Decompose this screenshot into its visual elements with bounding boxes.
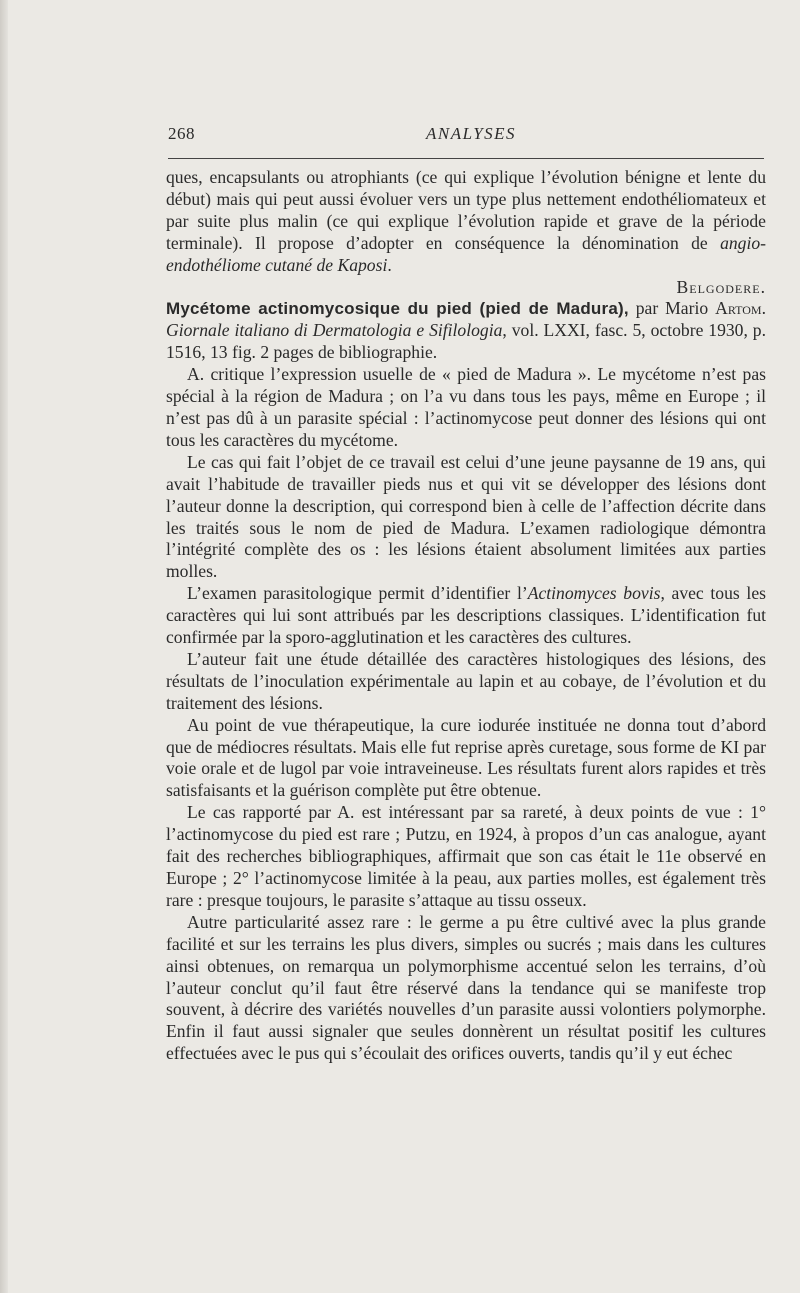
- journal-name: Giornale italiano di Dermatologia e Sifilologia: [166, 320, 503, 341]
- page-number: 268: [168, 124, 195, 143]
- intro-end: .: [387, 254, 392, 275]
- signature-line: [166, 277, 766, 299]
- article-title: Mycétome actinomycosique du pied (pied de Madura),: [166, 299, 629, 319]
- intro-text: ques, encapsulants ou atrophiants (ce qui explique l’évolution bénigne et lente du début) mais qui peut aussi évoluer vers un type plus nettement endothéliomateux et par suite plus malin (ce qui explique l’évolution rapide et grave de la période terminale). Il propose d’adopter en conséquence la dénomination de: [166, 167, 766, 253]
- intro-paragraph: [166, 167, 766, 277]
- page-header: [168, 124, 764, 150]
- p3-end: , avec tous les caractères qui lui sont attribués par les descriptions classiques. L’identification fut confirmée par la sporo-agglutination et les caractères des cultures.: [166, 583, 766, 648]
- article-by: par Mario: [628, 298, 716, 319]
- article-author: Artom: [715, 298, 762, 319]
- header-rule: [168, 158, 764, 159]
- reviewer-signature: Belgodere.: [676, 276, 766, 297]
- book-spine-shadow: [0, 0, 8, 1293]
- paragraph-6: Le cas rapporté par A. est intéressant par sa rareté, à deux points de vue : 1° l’actinomycose du pied est rare ; Putzu, en 1924, à propos d’un cas analogue, ayant fait des recherches bibliographiques, affirmait que son cas était le 11e observé en Europe ; 2° l’actinomycose limitée à la peau, aux parties molles, est également très rare : presque toujours, le parasite s’attaque au tissu osseux.: [166, 802, 766, 910]
- paragraph-3: [166, 583, 766, 649]
- article-citation: , vol. LXXI, fasc. 5, octobre 1930, p. 1516, 13 fig. 2 pages de bibliographie.: [166, 320, 766, 363]
- p3-italic: Actinomyces bovis: [527, 583, 661, 604]
- paragraph-4: L’auteur fait une étude détaillée des caractères histologiques des lésions, des résultats de l’inoculation expérimentale au lapin et au cobaye, de l’évolution et du traitement des lésions.: [166, 648, 766, 713]
- paragraph-5: Au point de vue thérapeutique, la cure iodurée instituée ne donna tout d’abord que de médiocres résultats. Mais elle fut reprise après curetage, sous forme de KI par voie orale et de lugol par voie intraveineuse. Les résultats furent alors rapides et très satisfaisants et la guérison complète put être obtenue.: [166, 714, 766, 801]
- running-head: ANALYSES: [426, 124, 517, 143]
- article-author-end: .: [761, 298, 766, 319]
- intro-italic-term: angio-endothéliome cutané de Kaposi: [166, 232, 766, 275]
- paragraph-7: Autre particularité assez rare : le germe a pu être cultivé avec la plus grande facilité et sur les terrains les plus divers, simples ou sucrés ; mais dans les cultures ainsi obtenues, on remarqua un polymorphisme accentué selon les terrains, d’où l’auteur conclut qu’il faut être réservé dans la tendance qui se manifeste trop souvent, à décrire des variétés nouvelles d’un parasite aussi volontiers polymorphe. Enfin il faut aussi signaler que seules donnèrent un résultat positif les cultures effectuées avec le pus qui s’écoulait des orifices ouverts, tandis qu’il y eut échec: [166, 911, 766, 1064]
- p3-start: L’examen parasitologique permit d’identifier l’: [187, 583, 528, 604]
- page-body: [166, 167, 766, 1065]
- article-heading: [166, 298, 766, 364]
- paragraph-2: Le cas qui fait l’objet de ce travail est celui d’une jeune paysanne de 19 ans, qui avait l’habitude de travailler pieds nus et qui vit se développer des lésions dont l’auteur donne la description, qui correspond bien à celle de l’affection décrite dans les traités sous le nom de pied de Madura. L’examen radiologique démontra l’intégrité complète des os : les lésions étaient absolument limitées aux parties molles.: [166, 451, 766, 582]
- paragraph-1: A. critique l’expression usuelle de « pied de Madura ». Le mycétome n’est pas spécial à la région de Madura ; on l’a vu dans tous les pays, même en Europe ; il n’est pas dû à un parasite spécial : l’actinomycose peut donner des lésions qui ont tous les caractères du mycétome.: [166, 364, 766, 450]
